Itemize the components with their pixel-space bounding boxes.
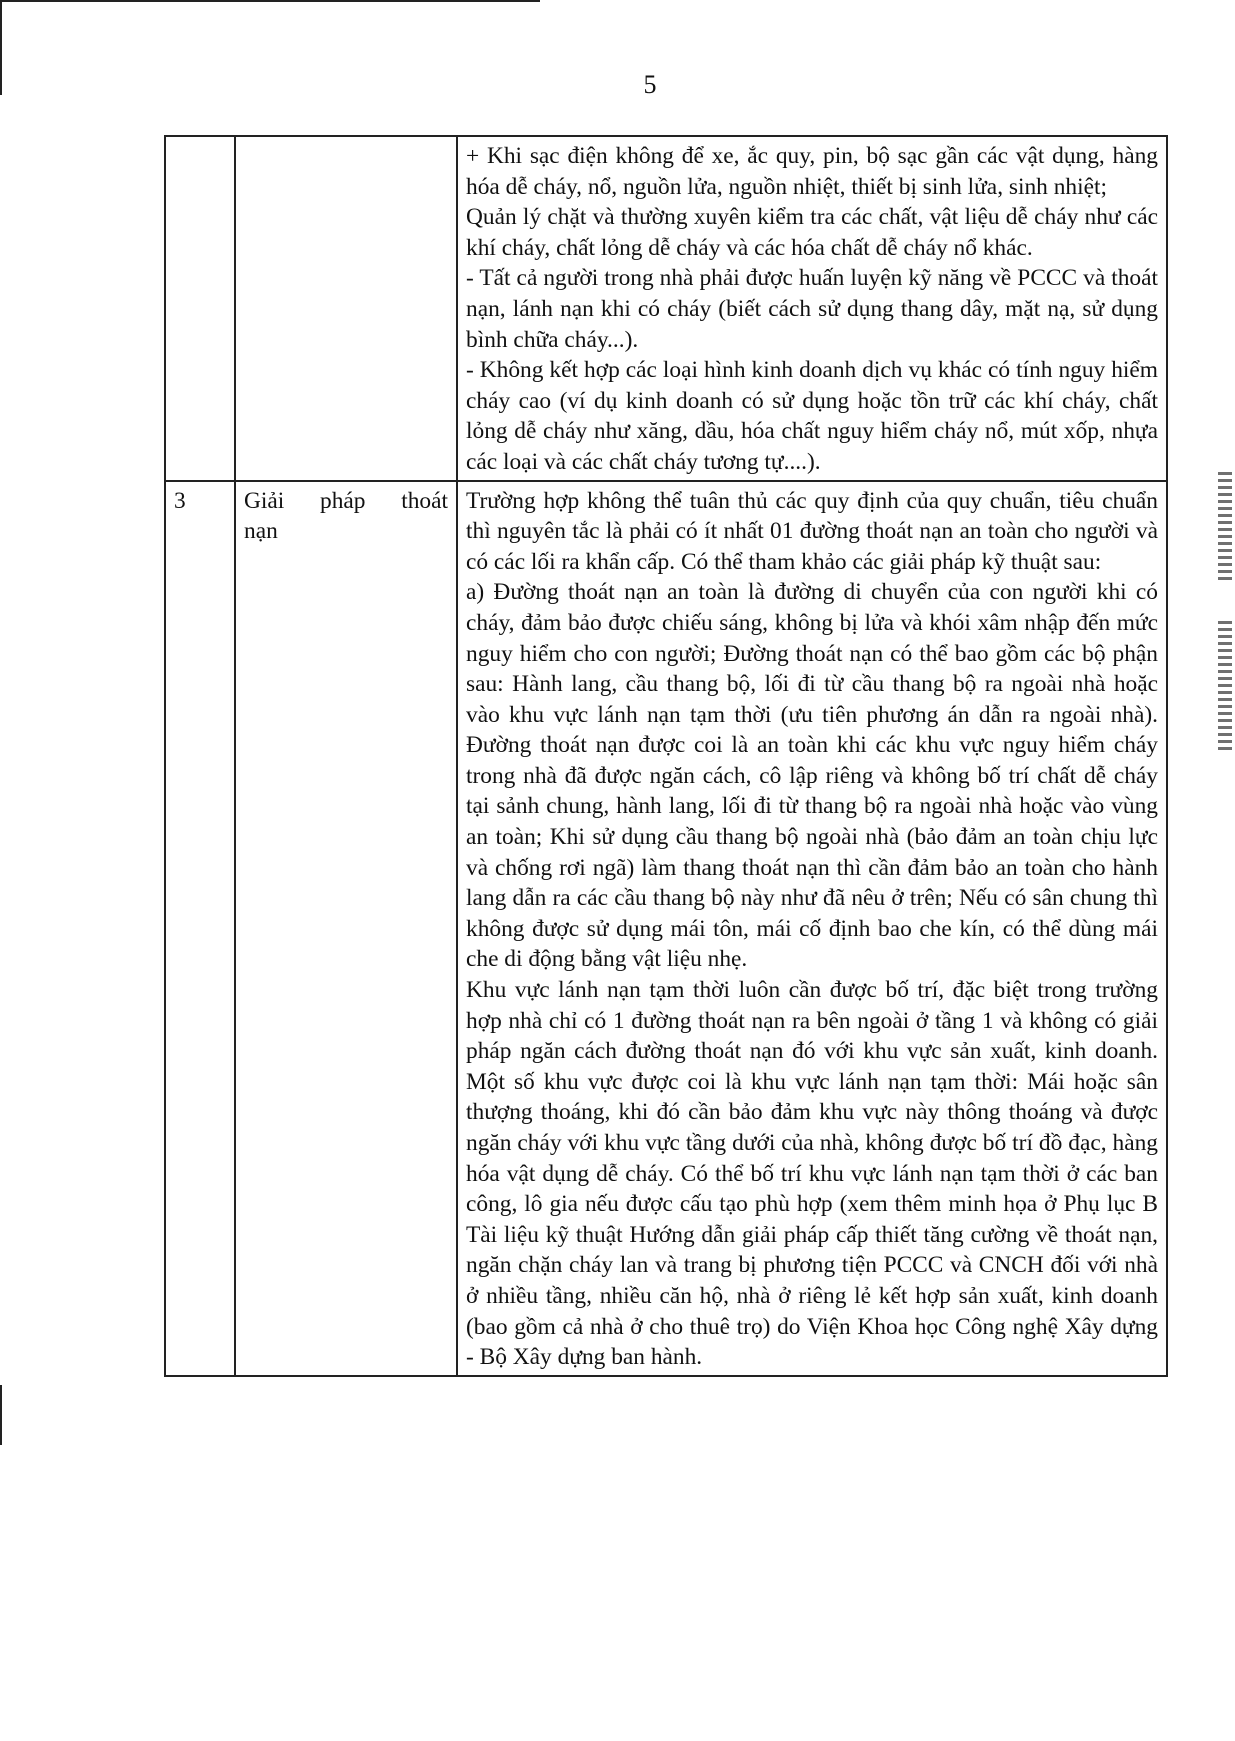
page-number: 5 xyxy=(643,70,657,99)
content-paragraph: + Khi sạc điện không để xe, ắc quy, pin, bộ sạc gần các vật dụng, hàng hóa dễ cháy, nổ, nguồn lửa, nguồn nhiệt, thiết bị sinh lửa, sinh nhiệt; xyxy=(466,143,1158,200)
row-name-line xyxy=(244,486,448,517)
row-name-word: pháp xyxy=(320,487,366,514)
content-paragraph: Khu vực lánh nạn tạm thời luôn cần được bố trí, đặc biệt trong trường hợp nhà chỉ có 1 đường thoát nạn ra bên ngoài ở tầng 1 và không có giải pháp ngăn cách đường thoát nạn đó với khu vực sản xuất, kinh doanh. Một số khu vực được coi là khu vực lánh nạn tạm thời: Mái hoặc sân thượng thoáng, khi đó cần bảo đảm khu vực này thông thoáng và được ngăn cháy với khu vực tầng dưới của nhà, không được bố trí đồ đạc, hàng hóa vật dụng dễ cháy. Có thể bố trí khu vực lánh nạn tạm thời ở các ban công, lô gia nếu được cấu tạo phù hợp (xem thêm minh họa ở Phụ lục B Tài liệu kỹ thuật Hướng dẫn giải pháp cấp thiết tăng cường về thoát nạn, ngăn chặn cháy lan và trang bị phương tiện PCCC và CNCH đối với nhà ở nhiều tầng, nhiều căn hộ, nhà ở riêng lẻ kết hợp sản xuất, kinh doanh (bao gồm cả nhà ở cho thuê trọ) do Viện Khoa học Công nghệ Xây dựng - Bộ Xây dựng ban hành. xyxy=(466,977,1158,1371)
table-row xyxy=(165,481,1167,1376)
row-name-word: thoát xyxy=(401,487,448,514)
content-table xyxy=(164,135,1168,1377)
margin-stamp-mark xyxy=(1218,620,1232,750)
row-name-cell xyxy=(235,481,457,1376)
row-name-cell xyxy=(235,136,457,481)
table-row xyxy=(165,136,1167,481)
content-paragraph: Quản lý chặt và thường xuyên kiểm tra các chất, vật liệu dễ cháy như các khí cháy, chất lỏng dễ cháy và các hóa chất dễ cháy nổ khác. xyxy=(466,204,1158,261)
row-name-word: Giải xyxy=(244,487,285,514)
row-number-cell xyxy=(165,136,235,481)
row-content-cell xyxy=(457,136,1167,481)
row-name-word: nạn xyxy=(244,518,278,545)
scan-edge-top xyxy=(0,0,540,2)
content-paragraph: - Tất cả người trong nhà phải được huấn luyện kỹ năng về PCCC và thoát nạn, lánh nạn khi có cháy (biết cách sử dụng thang dây, mặt nạ, sử dụng bình chữa cháy...). xyxy=(466,265,1158,353)
content-paragraph: Trường hợp không thể tuân thủ các quy định của quy chuẩn, tiêu chuẩn thì nguyên tắc là phải có ít nhất 01 đường thoát nạn an toàn cho người và có các lối ra khẩn cấp. Có thể tham khảo các giải pháp kỹ thuật sau: xyxy=(466,487,1158,575)
content-paragraph: - Không kết hợp các loại hình kinh doanh dịch vụ khác có tính nguy hiểm cháy cao (ví dụ kinh doanh có sử dụng hoặc tồn trữ các khí cháy, chất lỏng dễ cháy như xăng, dầu, hóa chất nguy hiểm cháy nổ, mút xốp, nhựa các loại và các chất cháy tương tự....). xyxy=(466,357,1158,475)
row-number-cell: 3 xyxy=(165,481,235,1376)
row-content-cell xyxy=(457,481,1167,1376)
scan-edge-left-lower xyxy=(0,1385,2,1445)
margin-stamp-mark xyxy=(1218,470,1232,580)
content-paragraph: a) Đường thoát nạn an toàn là đường di chuyển của con người khi có cháy, đảm bảo được chiếu sáng, không bị lửa và khói xâm nhập đến mức nguy hiểm cho con người; Đường thoát nạn có thể bao gồm các bộ phận sau: Hành lang, cầu thang bộ, lối đi từ cầu thang bộ ra ngoài nhà hoặc vào khu vực lánh nạn tạm thời (ưu tiên phương án dẫn ra ngoài nhà). Đường thoát nạn được coi là an toàn khi các khu vực nguy hiểm cháy trong nhà đã được ngăn cách, cô lập riêng và không bố trí chất dễ cháy tại sảnh chung, hành lang, lối đi từ thang bộ ra ngoài nhà hoặc vào vùng an toàn; Khi sử dụng cầu thang bộ ngoài nhà (bảo đảm an toàn chịu lực và chống rơi ngã) làm thang thoát nạn thì cần đảm bảo an toàn cho hành lang dẫn ra các cầu thang bộ này như đã nêu ở trên; Nếu có sân chung thì không được sử dụng mái tôn, mái cố định bao che kín, có thể dùng mái che di động bằng vật liệu nhẹ. xyxy=(466,579,1158,973)
